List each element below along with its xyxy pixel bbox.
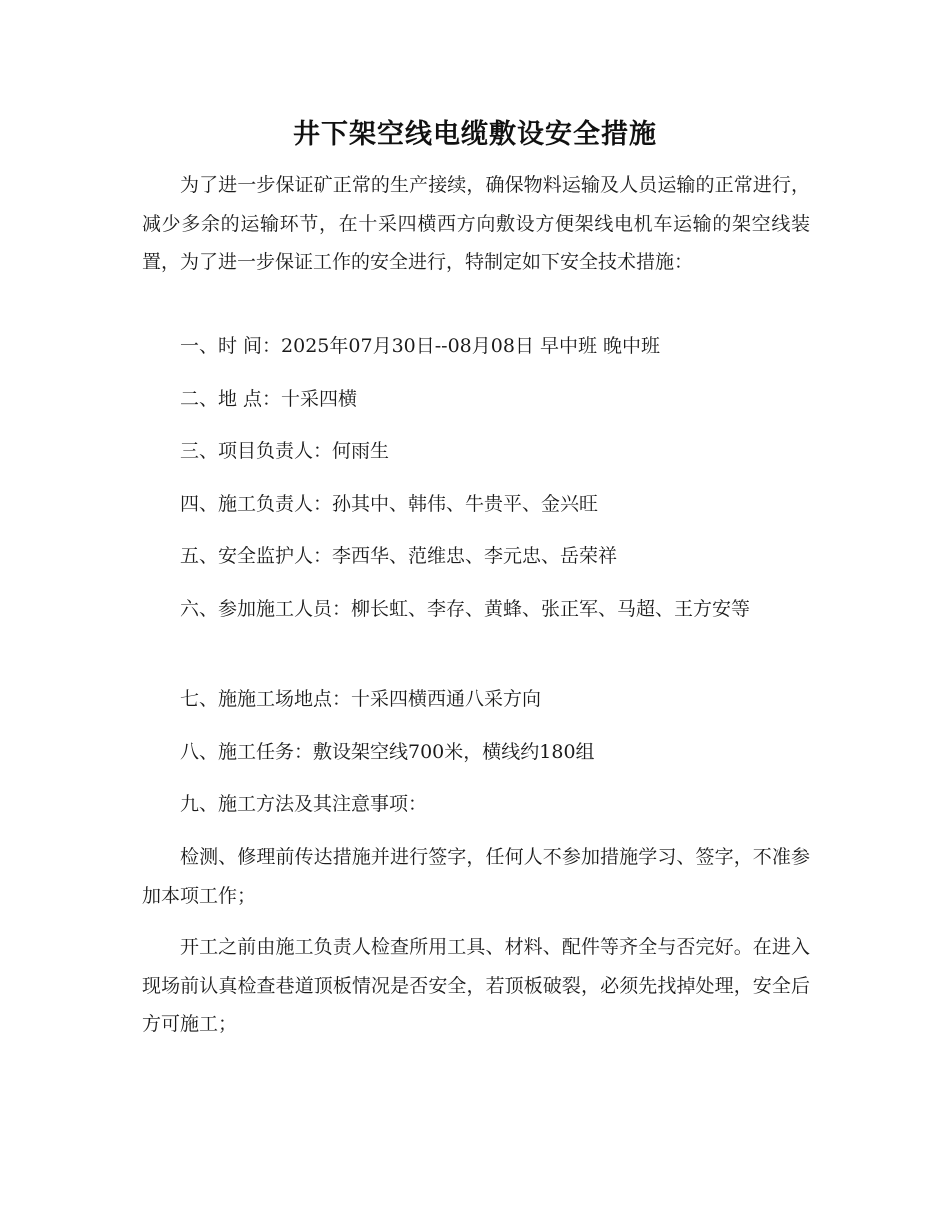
document-title: 井下架空线电缆敷设安全措施 [293, 119, 657, 150]
item-location: 二、地 点：十采四横 [180, 388, 358, 410]
item-project-lead: 三、项目负责人：何雨生 [180, 440, 390, 462]
intro-paragraph: 为了进一步保证矿正常的生产接续，确保物料运输及人员运输的正常进行，减少多余的运输环节，在十采四横西方向敷设方便架线电机车运输的架空线装置，为了进一步保证工作的安全进行，特制定如下安全技术措施： [142, 174, 810, 273]
item-time: 一、时 间：2025年07月30日--08月08日 早中班 晚中班 [180, 335, 661, 357]
item-method: 九、施工方法及其注意事项： [180, 793, 428, 815]
item-construction-lead: 四、施工负责人：孙其中、韩伟、牛贵平、金兴旺 [180, 493, 599, 515]
item-safety-supervisor: 五、安全监护人：李西华、范维忠、李元忠、岳荣祥 [180, 545, 618, 567]
item-task: 八、施工任务：敷设架空线700米，横线约180组 [180, 741, 595, 763]
paragraph-inspection: 开工之前由施工负责人检查所用工具、材料、配件等齐全与否完好。在进入现场前认真检查巷道顶板情况是否安全，若顶板破裂，必须先找掉处理，安全后方可施工； [142, 936, 810, 1035]
paragraph-briefing: 检测、修理前传达措施并进行签字，任何人不参加措施学习、签字，不准参加本项工作； [142, 846, 810, 907]
item-site: 七、施施工场地点：十采四横西通八采方向 [180, 688, 542, 710]
item-participants: 六、参加施工人员：柳长虹、李存、黄蜂、张正军、马超、王方安等 [180, 598, 751, 620]
